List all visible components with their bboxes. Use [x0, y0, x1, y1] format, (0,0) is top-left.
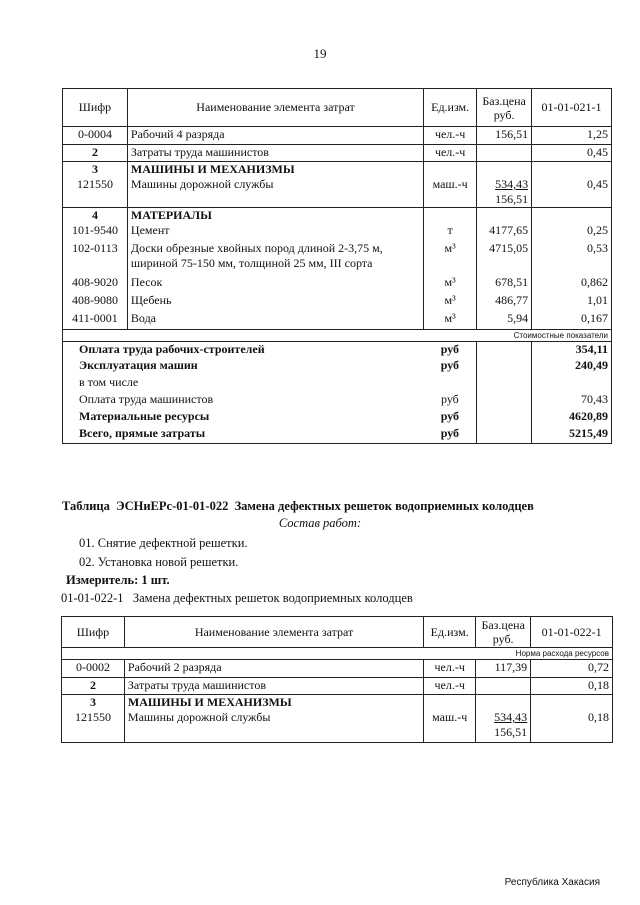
- table-row: [62, 710, 613, 742]
- table-row: [62, 660, 613, 678]
- row-value: 0,25: [532, 223, 612, 241]
- cost-value: 240,49: [532, 358, 612, 375]
- header-norm-code: 01-01-022-1: [531, 617, 613, 648]
- row-name: Затраты труда машинистов: [124, 678, 423, 695]
- table-row: [63, 311, 612, 329]
- row-price: [476, 710, 531, 742]
- resource-norm-label: Норма расхода ресурсов: [62, 648, 613, 660]
- row-code: 0-0002: [62, 660, 125, 678]
- row-name: МАШИНЫ И МЕХАНИЗМЫ: [124, 695, 423, 711]
- row-code: 408-9020: [63, 275, 128, 293]
- row-unit: м³: [424, 311, 477, 329]
- row-name: Вода: [127, 311, 423, 329]
- cost-unit: руб: [440, 392, 459, 406]
- table-row: [63, 208, 612, 224]
- row-name: МАТЕРИАЛЫ: [127, 208, 423, 224]
- section-title: Таблица ЭСНиЕРс-01-01-022 Замена дефектных решеток водоприемных колодцев: [62, 499, 534, 513]
- row-code: 101-9540: [63, 223, 128, 241]
- header-code: Шифр: [62, 617, 125, 648]
- cost-name: Всего, прямые затраты: [63, 426, 424, 443]
- row-code: 3: [62, 695, 125, 711]
- row-name: Машины дорожной службы: [127, 177, 423, 208]
- row-code: 3: [63, 162, 128, 178]
- table-row: [63, 293, 612, 311]
- cost-row: [63, 341, 612, 358]
- norm-label-row: [62, 648, 613, 660]
- row-price: [477, 145, 532, 162]
- cost-unit: руб: [424, 341, 477, 358]
- cost-row: [63, 426, 612, 443]
- row-code: 4: [63, 208, 128, 224]
- cost-row: [63, 375, 612, 392]
- norm-line: 01-01-022-1 Замена дефектных решеток водоприемных колодцев: [61, 591, 413, 605]
- cost-unit: руб: [440, 358, 460, 372]
- cost-unit: руб: [440, 409, 460, 423]
- resource-table-2: [61, 616, 613, 743]
- row-value: 0,18: [531, 678, 613, 695]
- row-code: 2: [63, 145, 128, 162]
- row-price: 117,39: [476, 660, 531, 678]
- row-name: Доски обрезные хвойных пород длиной 2-3,75 м, шириной 75-150 мм, толщиной 25 мм, III сорта: [127, 241, 423, 275]
- row-price: 486,77: [477, 293, 532, 311]
- row-unit: м³: [444, 293, 456, 307]
- meter-line: Измеритель: 1 шт.: [66, 573, 170, 587]
- table-header: [62, 617, 613, 648]
- row-code: 408-9080: [63, 293, 128, 311]
- header-name: Наименование элемента затрат: [127, 89, 423, 127]
- footer-region: Республика Хакасия: [504, 877, 600, 888]
- row-name: Цемент: [127, 223, 423, 241]
- row-name: МАШИНЫ И МЕХАНИЗМЫ: [127, 162, 423, 178]
- cost-value: 5215,49: [532, 426, 612, 443]
- row-value: 1,01: [532, 293, 612, 311]
- header-norm-code: 01-01-021-1: [532, 89, 612, 127]
- header-unit: Ед.изм.: [424, 617, 476, 648]
- work-step: 02. Установка новой решетки.: [79, 555, 239, 569]
- table-row: [63, 223, 612, 241]
- work-step: 01. Снятие дефектной решетки.: [79, 536, 248, 550]
- row-unit: т: [447, 223, 453, 237]
- resource-table-1: [62, 88, 612, 444]
- row-value: 0,72: [531, 660, 613, 678]
- cost-indicators-label: Стоимостные показатели: [63, 329, 612, 341]
- table-row: [62, 678, 613, 695]
- row-price-secondary: 156,51: [494, 725, 528, 739]
- header-code: Шифр: [63, 89, 128, 127]
- row-code: 2: [62, 678, 125, 695]
- row-price: 5,94: [477, 311, 532, 329]
- row-unit: чел.-ч: [424, 127, 477, 145]
- table-row: [63, 127, 612, 145]
- cost-name: Эксплуатация машин: [63, 358, 424, 375]
- row-unit: маш.-ч: [432, 177, 468, 191]
- row-price: 4177,65: [477, 223, 532, 241]
- row-value: 0,862: [532, 275, 612, 293]
- row-price: 4715,05: [477, 241, 532, 275]
- row-value: 1,25: [532, 127, 612, 145]
- cost-label-row: [63, 329, 612, 341]
- row-name: Песок: [127, 275, 423, 293]
- row-value: 0,18: [531, 710, 613, 742]
- row-price: [476, 678, 531, 695]
- cost-row: [63, 409, 612, 426]
- row-value: 0,167: [532, 311, 612, 329]
- row-price-secondary: 156,51: [495, 192, 529, 206]
- table-row: [63, 177, 612, 208]
- cost-row: [63, 358, 612, 375]
- table-row: [62, 695, 613, 711]
- table-row: [63, 145, 612, 162]
- row-name: Рабочий 2 разряда: [124, 660, 423, 678]
- row-unit: чел.-ч: [424, 145, 477, 162]
- row-price-primary: 534,43: [495, 177, 529, 191]
- row-unit: чел.-ч: [424, 660, 476, 678]
- row-price: 156,51: [477, 127, 532, 145]
- row-price: [477, 177, 532, 208]
- row-unit: маш.-ч: [424, 710, 476, 742]
- row-unit: м³: [444, 275, 456, 289]
- row-code: 102-0113: [63, 241, 128, 275]
- section-subtitle: Состав работ:: [278, 516, 362, 530]
- row-unit: м³: [444, 241, 456, 255]
- cost-value: 354,11: [532, 341, 612, 358]
- row-price-primary: 534,43: [494, 710, 528, 724]
- table-row: [63, 241, 612, 275]
- row-unit: чел.-ч: [424, 678, 476, 695]
- row-price: 678,51: [477, 275, 532, 293]
- row-name: Рабочий 4 разряда: [127, 127, 423, 145]
- cost-unit: руб: [424, 426, 477, 443]
- header-price: Баз.цена руб.: [476, 617, 531, 648]
- row-code: 121550: [62, 710, 125, 742]
- header-name: Наименование элемента затрат: [124, 617, 423, 648]
- row-value: 0,45: [532, 177, 612, 208]
- cost-name: Оплата труда машинистов: [63, 392, 424, 409]
- row-value: 0,53: [532, 241, 612, 275]
- header-price: Баз.цена руб.: [477, 89, 532, 127]
- page-number: 19: [313, 46, 327, 61]
- cost-value: 4620,89: [532, 409, 612, 426]
- table-row: [63, 162, 612, 178]
- row-code: 0-0004: [63, 127, 128, 145]
- row-code: 121550: [63, 177, 128, 208]
- cost-row: [63, 392, 612, 409]
- cost-name: Оплата труда рабочих-строителей: [63, 341, 424, 358]
- table-row: [63, 275, 612, 293]
- cost-name: в том числе: [63, 375, 424, 392]
- cost-value: 70,43: [532, 392, 612, 409]
- row-name: Щебень: [127, 293, 423, 311]
- header-unit: Ед.изм.: [424, 89, 477, 127]
- table-header: [63, 89, 612, 127]
- cost-name: Материальные ресурсы: [63, 409, 424, 426]
- row-value: 0,45: [532, 145, 612, 162]
- row-name: Затраты труда машинистов: [127, 145, 423, 162]
- row-name: Машины дорожной службы: [124, 710, 423, 742]
- row-code: 411-0001: [63, 311, 128, 329]
